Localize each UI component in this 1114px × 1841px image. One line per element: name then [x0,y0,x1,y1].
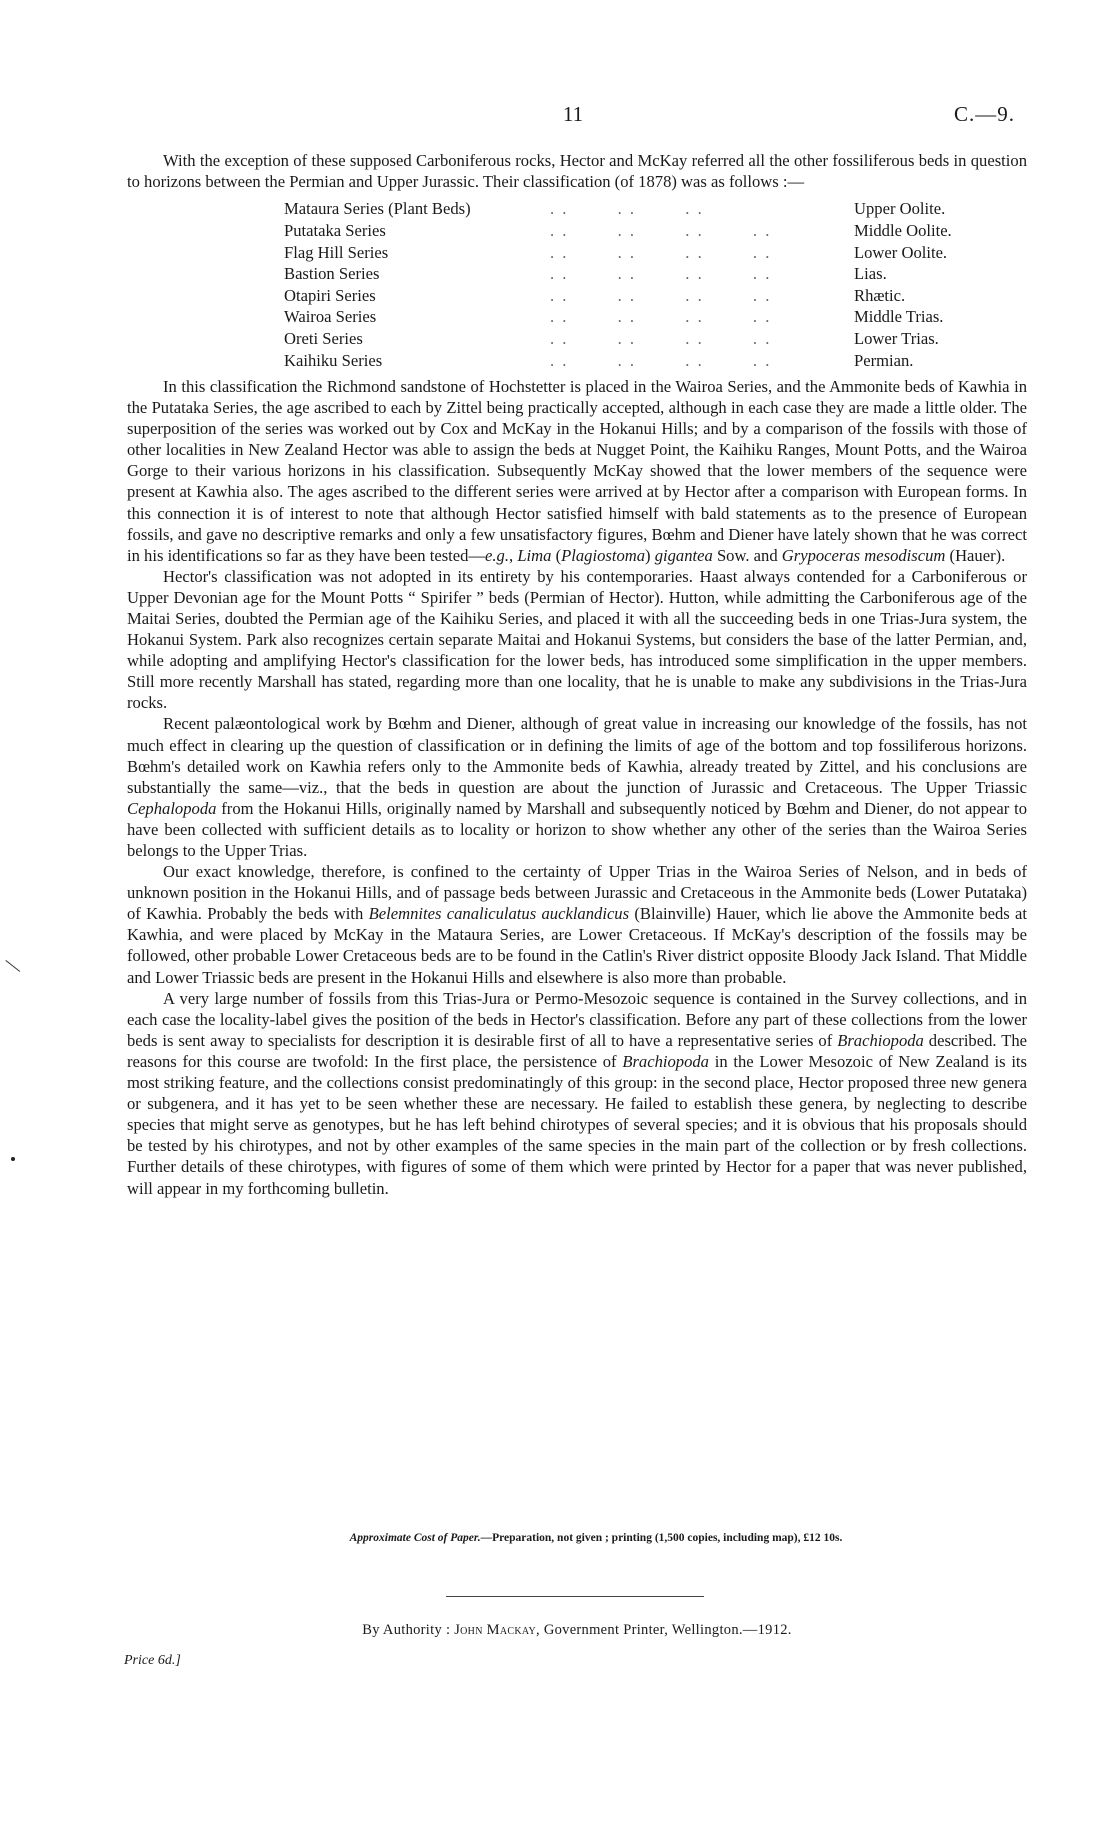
intro-paragraph: With the exception of these supposed Carboniferous rocks, Hector and McKay referred all the other fossiliferous beds in question to horizons between the Permian and Upper Jurassic. Their classification (of 1878) was as follows :— [127,151,1027,192]
paragraph-exact-knowledge: Our exact knowledge, therefore, is confined to the certainty of Upper Trias in the Wairoa Series of Nelson, and in beds of unknown position in the Hokanui Hills, and of passage beds between Jurassic and Cretaceous in the Ammonite beds (Lower Putataka) of Kawhia. Probably the beds with Belemnites canaliculatus aucklandicus (Blainville) Hauer, which lie above the Ammonite beds at Kawhia, and were placed by McKay in the Mataura Series, are Lower Cretaceous. If McKay's description of the fossils may be followed, other probable Lower Cretaceous beds are to be found in the Catlin's River district opposite Bloody Jack Island. That Middle and Lower Triassic beds are present in the Hokanui Hills and elsewhere is also more than probable. [127,862,1027,987]
horizon-name: Permian. [854,350,914,370]
leader-dots: . . . . . . . . [550,350,772,370]
classification-row [284,285,952,307]
body-text [127,150,1027,1199]
series-name: Kaihiku Series [284,350,383,370]
leader-dots: . . . . . . [550,199,704,219]
series-name: Otapiri Series [284,285,376,305]
classification-table [284,198,952,371]
series-name: Mataura Series (Plant Beds) [284,199,471,219]
divider-rule [446,1596,704,1597]
leader-dots: . . . . . . . . [550,264,772,284]
classification-row [284,220,952,242]
horizon-name: Rhætic. [854,285,906,305]
printer-imprint: By Authority : John Mackay, Government Printer, Wellington.—1912. [362,1622,792,1638]
document-reference: C.—9. [954,102,1016,126]
classification-row [284,263,952,285]
series-name: Flag Hill Series [284,242,389,262]
margin-mark [5,960,20,972]
margin-dot [11,1157,15,1161]
leader-dots: . . . . . . . . [550,242,772,262]
series-name: Oreti Series [284,329,363,348]
leader-dots: . . . . . . . . [550,329,772,348]
horizon-name: Upper Oolite. [854,199,946,219]
series-name: Wairoa Series [284,307,377,327]
paragraph-contemporaries: Hector's classification was not adopted in its entirety by his contemporaries. Haast always contended for a Carboniferous or Upper Devonian age for the Mount Potts “ Spirifer ” beds (Permian of Hector). Hutton, while admitting the Carboniferous age of the Maitai Series, doubted the Permian age of the Kaihiku Series, and placed it with all the succeeding beds in one Trias-Jura system, the Hokanui System. Park also recognizes certain separate Maitai and Hokanui Systems, but considers the base of the latter Permian, and, while adopting and amplifying Hector's classification for the lower beds, has introduced some simplification in the upper members. Still more recently Marshall has stated, regarding more than one locality, that he is unable to make any subdivisions in the Trias-Jura rocks. [127,566,1027,713]
price-note: Price 6d.] [124,1653,181,1668]
page-number: 11 [562,102,584,126]
classification-row [284,349,952,371]
classification-row [284,241,952,263]
series-name: Putataka Series [284,221,386,241]
horizon-name: Middle Trias. [854,307,944,327]
paragraph-palaeontological-work: Recent palæontological work by Bœhm and Diener, although of great value in increasing our knowledge of the fossils, has not much effect in clearing up the question of classification or in defining the limits of age of the bottom and top fossiliferous horizons. Bœhm's detailed work on Kawhia refers only to the Ammonite beds of Kawhia, already treated by Zittel, and his conclusions are substantially the same—viz., that the beds in question are about the junction of Jurassic and Cretaceous. The Upper Triassic Cephalopoda from the Hokanui Hills, originally named by Marshall and subsequently noticed by Bœhm and Diener, do not appear to have been collected with sufficient details as to locality or horizon to show whether any other of the series than the Wairoa Series belongs to the Upper Trias. [127,714,1027,860]
classification-row [284,306,952,328]
leader-dots: . . . . . . . . [550,221,772,241]
classification-row [284,198,952,220]
series-name: Bastion Series [284,264,380,284]
horizon-name: Lias. [854,264,887,284]
leader-dots: . . . . . . . . [550,285,772,305]
leader-dots: . . . . . . . . [550,307,772,327]
classification-row [284,328,952,350]
horizon-name: Lower Trias. [854,329,939,348]
paragraph-survey-collections: A very large number of fossils from this Trias-Jura or Permo-Mesozoic sequence is contained in the Survey collections, and in each case the locality-label gives the position of the beds in Hector's classification. Before any part of these collections from the lower beds is sent away to specialists for description it is desirable first of all to have a representative series of Brachiopoda described. The reasons for this course are twofold: In the first place, the persistence of Brachiopoda in the Lower Mesozoic of New Zealand is its most striking feature, and the collections consist predominatingly of this group: in the second place, Hector proposed three new genera or subgenera, and it has yet to be seen whether these are necessary. He failed to establish these genera, by neglecting to describe species that might serve as genotypes, but he has left behind chirotypes of several species; and it is obvious that his proposals should be tested by his chirotypes, and not by other examples of the same species in the main part of the collection or by fresh collections. Further details of these chirotypes, with figures of some of them which were printed by Hector for a paper that was never published, will appear in my forthcoming bulletin. [127,988,1027,1198]
paragraph-classification: In this classification the Richmond sandstone of Hochstetter is placed in the Wairoa Series, and the Ammonite beds of Kawhia in the Putataka Series, the age ascribed to each by Zittel being practically accepted, although in each case they are made a little older. The superposition of the series was worked out by Cox and McKay in the Hokanui Hills; and by a comparison of the fossils with those of other localities in New Zealand Hector was able to assign the beds at Nugget Point, the Kaihiku Ranges, Mount Potts, and the Wairoa Gorge to their various horizons in his classification. Subsequently McKay showed that the lower members of the sequence were present at Kawhia also. The ages ascribed to the different series were arrived at by Hector after a comparison with European forms. In this connection it is of interest to note that although Hector satisfied himself with bald statements as to the presence of European fossils, and gave no descriptive remarks and only a few unsatisfactory figures, Bœhm and Diener have lately shown that he was correct in his identifications so far as they have been tested—e.g., Lima (Plagiostoma) gigantea Sow. and Grypoceras mesodiscum (Hauer). [127,376,1027,565]
horizon-name: Lower Oolite. [854,242,948,262]
horizon-name: Middle Oolite. [854,221,952,241]
cost-note: Approximate Cost of Paper.—Preparation, not given ; printing (1,500 copies, including map), £12 10s. [349,1532,843,1544]
